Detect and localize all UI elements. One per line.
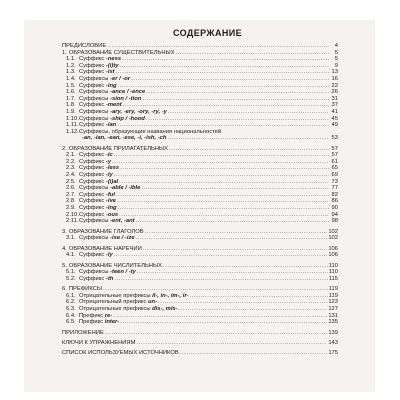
toc-entry [62,235,338,242]
toc-entry-text: ПРЕДИСЛОВИЕ [62,43,107,49]
toc-entry-text: Отрицательные префиксы [79,305,153,312]
toc-entry [62,56,338,63]
toc-entry [62,252,338,259]
toc-entry-number: 5.2. [66,275,76,282]
toc-dot-leader [117,122,329,129]
toc-dot-leader [112,159,329,166]
toc-entry-label [79,165,119,172]
toc-entry [62,205,338,212]
toc-dot-leader [136,218,329,225]
toc-entry-text: Префикс [79,312,105,319]
toc-dot-leader [113,313,327,320]
toc-entry-label [79,212,118,219]
toc-entry-affix: -(i)ty [105,62,119,69]
toc-entry-text: Суффикс [79,211,106,218]
toc-dot-leader [145,229,328,236]
toc-entry [62,63,338,70]
toc-entry-label [79,83,117,90]
toc-dot-leader [179,306,328,313]
toc-page-number: 102 [328,228,338,235]
toc-dot-leader [114,276,327,283]
toc-entry-number: 1.9. [66,108,76,115]
toc-dot-leader [105,330,328,337]
toc-entry-number: 1.11. [66,122,79,129]
toc-entry-affix: -ary, -ery, -ory, -ry, -y [110,108,167,115]
toc-entry-number: 2.9. [66,205,76,212]
toc-dot-leader [180,350,328,357]
toc-entry-label [69,50,175,57]
toc-entry [62,172,338,179]
toc-dot-leader [136,340,327,347]
toc-page [24,20,375,392]
toc-entry-label [69,246,142,253]
toc-entry-affix: -teen / -ty [110,269,136,276]
toc-entry [62,286,338,293]
toc-entry-text: Суффикс [79,165,106,172]
toc-page-number: 119 [328,292,338,299]
toc-entry-number: 2.10. [66,211,79,218]
toc-entry-affix: -ment [105,102,122,109]
toc-entry-text: Суффикс [79,82,106,89]
toc-page-number: 131 [328,312,338,319]
toc-dot-leader [176,50,330,57]
toc-dot-leader [158,299,327,306]
toc-entry-affix: -an, -ian, -ean, -ese, -i, -ish, -ch [82,135,167,142]
toc-entry-label [79,172,113,179]
toc-entry-affix: -ance / -ence [110,89,146,96]
toc-entry [62,50,338,57]
toc-entry-label [79,205,117,212]
toc-entry [62,76,338,83]
toc-page-number: 94 [331,211,338,218]
toc-dot-leader [142,96,329,103]
toc-dot-leader [167,135,329,142]
toc-entry-affix: -ive [105,198,116,205]
toc-dot-leader [114,152,329,159]
toc-entry-affix: -ing [105,82,117,89]
toc-entry-affix: -ly [105,172,113,179]
toc-entry [62,129,338,136]
toc-dot-leader [107,43,329,50]
toc-list [62,43,338,357]
toc-page-number: 26 [331,89,338,96]
toc-entry-affix: -able / -ible [110,185,141,192]
toc-entry-affix: dis-, mis- [152,305,178,312]
toc-entry [62,146,338,153]
toc-entry-affix: -(i)al [105,178,119,185]
toc-entry-affix: -ing [105,205,117,212]
toc-dot-leader [122,56,329,63]
toc-dot-leader [131,76,329,83]
toc-entry-label [62,340,135,347]
toc-page-number: 13 [331,69,338,76]
toc-entry-label [79,299,157,306]
toc-entry-label [79,122,116,129]
toc-entry-label [69,229,144,236]
toc-entry [62,159,338,166]
toc-entry-text: КЛЮЧИ К УПРАЖНЕНИЯМ [62,339,136,346]
toc-entry-number: 2.3. [66,165,76,172]
toc-entry [62,306,338,313]
toc-page-number: 16 [331,75,338,82]
toc-entry-number: 2. [62,145,67,152]
toc-page-number: 69 [331,172,338,179]
toc-entry-text: Суффикс [79,205,106,212]
toc-entry-number: 1.5. [66,82,76,89]
toc-page-number: 9 [334,62,338,69]
toc-page-number: 86 [331,198,338,205]
toc-dot-leader [141,185,329,192]
toc-entry [62,165,338,172]
toc-page-number: 31 [331,95,338,102]
toc-entry [62,96,338,103]
toc-entry-text: Суффикс [79,198,106,205]
toc-entry-affix: inter- [104,319,120,326]
toc-entry-text: Суффикс [79,69,106,76]
toc-entry-text: Суффиксы [79,89,111,96]
toc-entry [62,179,338,186]
toc-page-number: 110 [328,269,338,276]
toc-entry-label [79,252,113,259]
toc-entry-text: Суффиксы [79,218,111,225]
toc-entry-affix: -er / -or [110,75,131,82]
toc-dot-leader [168,109,329,116]
toc-page-number: 127 [328,305,338,312]
toc-page-number: 135 [328,319,338,326]
toc-entry-text: СПИСОК ИСПОЛЬЗУЕМЫХ ИСТОЧНИКОВ [62,350,179,357]
toc-entry-text: ПРИЛОЖЕНИЕ [62,329,104,336]
toc-entry-text: Суффикс [79,62,106,69]
toc-entry [62,135,338,142]
toc-page-number: 77 [331,185,338,192]
toc-page-number: 22 [331,82,338,89]
toc-page-number: 98 [331,218,338,225]
toc-entry-number: 1.12. [66,128,79,135]
toc-entry-text: Отрицательный префикс [79,299,148,306]
toc-entry [62,69,338,76]
toc-entry [62,102,338,109]
toc-page-number: 119 [328,286,338,293]
toc-dot-leader [116,69,329,76]
toc-page-number: 4 [334,43,338,49]
toc-dot-leader [137,269,328,276]
toc-entry [62,263,338,270]
toc-entry-label [79,56,121,63]
toc-dot-leader [118,205,329,212]
toc-entry-number: 1.8. [66,102,76,109]
toc-entry [62,293,338,300]
toc-page-number: 41 [331,108,338,115]
toc-entry-label [69,146,168,153]
toc-entry-label [79,276,113,283]
toc-entry-text: Суффиксы [79,269,111,276]
toc-entry [62,185,338,192]
toc-dot-leader [123,102,329,109]
toc-entry-text: Префикс [79,319,105,326]
toc-entry-label [79,235,135,242]
toc-entry-label [79,179,118,186]
toc-entry-text: Суффикс [79,252,106,259]
toc-entry-text: Суффиксы [79,75,111,82]
toc-entry [62,246,338,253]
toc-entry-text: Суффикс [79,275,106,282]
toc-entry-label [79,218,135,225]
toc-entry-label [79,192,115,199]
toc-dot-leader [146,116,329,123]
toc-entry-number: 1.3. [66,69,76,76]
toc-entry-number: 3. [62,228,67,235]
toc-entry-number: 2.2. [66,158,76,165]
toc-entry-affix: -ous [105,211,119,218]
toc-entry-affix: -ful [105,191,115,198]
toc-entry-affix: -less [105,165,120,172]
toc-entry-label [79,293,189,300]
toc-entry-label [79,63,118,70]
toc-entry-number: 4.1. [66,252,76,259]
toc-entry-label [79,306,178,313]
toc-entry-label [79,109,167,116]
toc-entry-label [79,89,145,96]
toc-entry-affix: -y [105,158,112,165]
toc-entry-label [79,319,119,326]
toc-entry-text: Суффикс [79,152,106,159]
toc-entry-label [79,159,111,166]
toc-dot-leader [143,246,328,253]
toc-entry-number: 1.4. [66,75,76,82]
toc-entry-number: 1.2. [66,62,76,69]
toc-entry-number: 6.1. [66,292,76,299]
toc-entry-affix: il-, in-, im-, ir- [152,292,189,299]
toc-page-number: 175 [328,350,338,357]
toc-entry [62,276,338,283]
toc-entry-label [79,152,113,159]
toc-entry [62,319,338,326]
toc-entry-affix: re- [104,312,113,319]
toc-entry-number: 2.5. [66,178,76,185]
toc-entry-number: 1.7. [66,95,76,102]
toc-entry-label [79,102,122,109]
toc-page-number: 106 [328,245,338,252]
toc-entry-affix: -ship / -hood [110,115,145,122]
toc-entry-affix: -ic [105,152,113,159]
toc-entry-number: 2.7. [66,191,76,198]
toc-entry [62,330,338,337]
toc-entry [62,122,338,129]
toc-entry [62,116,338,123]
toc-entry-number: 5.1. [66,269,76,276]
toc-entry-label [69,286,102,293]
toc-entry-text: Суффикс [79,191,106,198]
toc-entry-number: 2.1. [66,152,76,159]
toc-entry-label [62,350,179,357]
toc-entry-number: 6.3. [66,305,76,312]
toc-dot-leader [116,192,329,199]
toc-entry-label [79,69,115,76]
toc-entry-affix: -ian [105,122,117,129]
toc-entry-number: 1.6. [66,89,76,96]
toc-dot-leader [120,165,329,172]
toc-entry-text: Отрицательные префиксы [79,292,153,299]
toc-entry-text: Суффиксы [79,235,111,242]
toc-page-number: 90 [331,205,338,212]
toc-entry-number: 4. [62,245,67,252]
toc-entry-text: Суффиксы [79,108,111,115]
toc-entry-text: ПРЕФИКСЫ [68,286,102,293]
toc-dot-leader [119,63,329,70]
toc-entry-label [82,135,166,142]
toc-entry [62,269,338,276]
toc-page-number: 61 [331,158,338,165]
toc-page-number: 45 [331,115,338,122]
toc-dot-leader [146,89,329,96]
toc-entry-number: 5. [62,262,67,269]
toc-entry-text: Суффикс [79,158,106,165]
toc-dot-leader [169,146,329,153]
toc-page-number: 37 [331,102,338,109]
toc-dot-leader [136,235,328,242]
toc-dot-leader [163,263,328,270]
toc-page-number: 123 [328,299,338,306]
toc-page-number: 139 [328,329,338,336]
toc-page-number: 5 [334,56,338,63]
toc-entry-label [79,269,136,276]
toc-entry-number: 2.8. [66,198,76,205]
toc-entry [62,340,338,347]
toc-entry-number: 6.2. [66,299,76,306]
toc-entry-affix: -ent, -ant [110,218,135,225]
toc-entry [62,198,338,205]
toc-entry [62,229,338,236]
toc-entry [62,350,338,357]
toc-entry-number: 3.1. [66,235,76,242]
toc-entry-number: 2.4. [66,172,76,179]
toc-entry [62,313,338,320]
toc-page-number: 57 [331,152,338,159]
toc-page-number: 115 [328,275,338,282]
toc-entry [62,152,338,159]
toc-page-number: 57 [331,145,338,152]
toc-entry-number: 1. [62,49,67,56]
toc-dot-leader [117,198,329,205]
toc-dot-leader [190,293,328,300]
toc-page-number: 73 [331,178,338,185]
toc-entry-text: ОБРАЗОВАНИЕ ПРИЛАГАТЕЛЬНЫХ [68,145,168,152]
toc-entry-label [79,116,145,123]
toc-entry-affix: -ness [105,56,122,63]
toc-page-number: 53 [331,135,338,142]
toc-entry-label [79,313,112,320]
toc-dot-leader [114,252,328,259]
toc-entry-affix: -ist [105,69,115,76]
toc-entry-text: ОБРАЗОВАНИЕ СУЩЕСТВИТЕЛЬНЫХ [68,49,175,56]
toc-page-number: 5 [334,49,338,56]
toc-entry-text: Суффикс [79,102,106,109]
toc-entry-text: ОБРАЗОВАНИЕ ГЛАГОЛОВ [68,228,144,235]
toc-dot-leader [119,179,329,186]
toc-page-number: 82 [331,191,338,198]
toc-dot-leader [103,286,328,293]
toc-dot-leader [119,212,329,219]
toc-entry-text: Суффиксы [79,95,111,102]
toc-entry-number: 6. [62,286,67,293]
toc-page-number: 110 [328,262,338,269]
toc-entry-number: 2.6. [66,185,76,192]
toc-entry-affix: -ise / -ize [110,235,135,242]
toc-entry-text: Суффиксы, образующие названия национальностей [79,128,222,135]
toc-entry-text: ОБРАЗОВАНИЕ ЧИСЛИТЕЛЬНЫХ [68,262,162,269]
toc-entry [62,299,338,306]
toc-entry-label [69,263,162,270]
toc-entry-number: 6.5. [66,319,76,326]
toc-entry-text: Суффикс [79,172,106,179]
toc-entry-label [62,43,106,50]
toc-entry-affix: -sion / -tion [110,95,142,102]
toc-entry [62,89,338,96]
toc-entry-affix: -th [105,275,114,282]
toc-entry [62,83,338,90]
toc-entry-text: Суффикс [79,122,106,129]
toc-page-number: 102 [328,235,338,242]
toc-entry-label [62,330,104,337]
toc-page-number: 143 [328,339,338,346]
page-title: СОДЕРЖАНИЕ [172,28,243,38]
toc-page-number: 49 [331,122,338,129]
toc-entry-label [79,185,140,192]
toc-page-number: 106 [328,252,338,259]
toc-dot-leader [118,83,329,90]
toc-entry-number: 1.1. [66,56,76,63]
toc-page-number: 65 [331,165,338,172]
toc-entry-text: Суффикс [79,56,106,63]
toc-entry-label [79,76,130,83]
toc-entry-affix: -ly [105,252,113,259]
toc-entry-number: 1.10. [66,115,79,122]
toc-entry [62,43,338,50]
toc-entry-text: ОБРАЗОВАНИЕ НАРЕЧИЙ [68,245,142,252]
toc-entry [62,218,338,225]
toc-entry-label [79,96,141,103]
toc-entry-text: Суффиксы [79,115,111,122]
toc-entry-text: Суффиксы [79,185,111,192]
toc-dot-leader [114,172,329,179]
toc-entry [62,192,338,199]
toc-entry-affix: un- [148,299,158,306]
toc-entry-label [79,129,221,136]
toc-entry-text: Суффикс [79,178,106,185]
toc-entry-number: 2.11. [66,218,79,225]
toc-entry [62,109,338,116]
toc-entry-label [79,198,116,205]
toc-entry-number: 6.4. [66,312,76,319]
toc-dot-leader [120,319,327,326]
toc-entry [62,212,338,219]
